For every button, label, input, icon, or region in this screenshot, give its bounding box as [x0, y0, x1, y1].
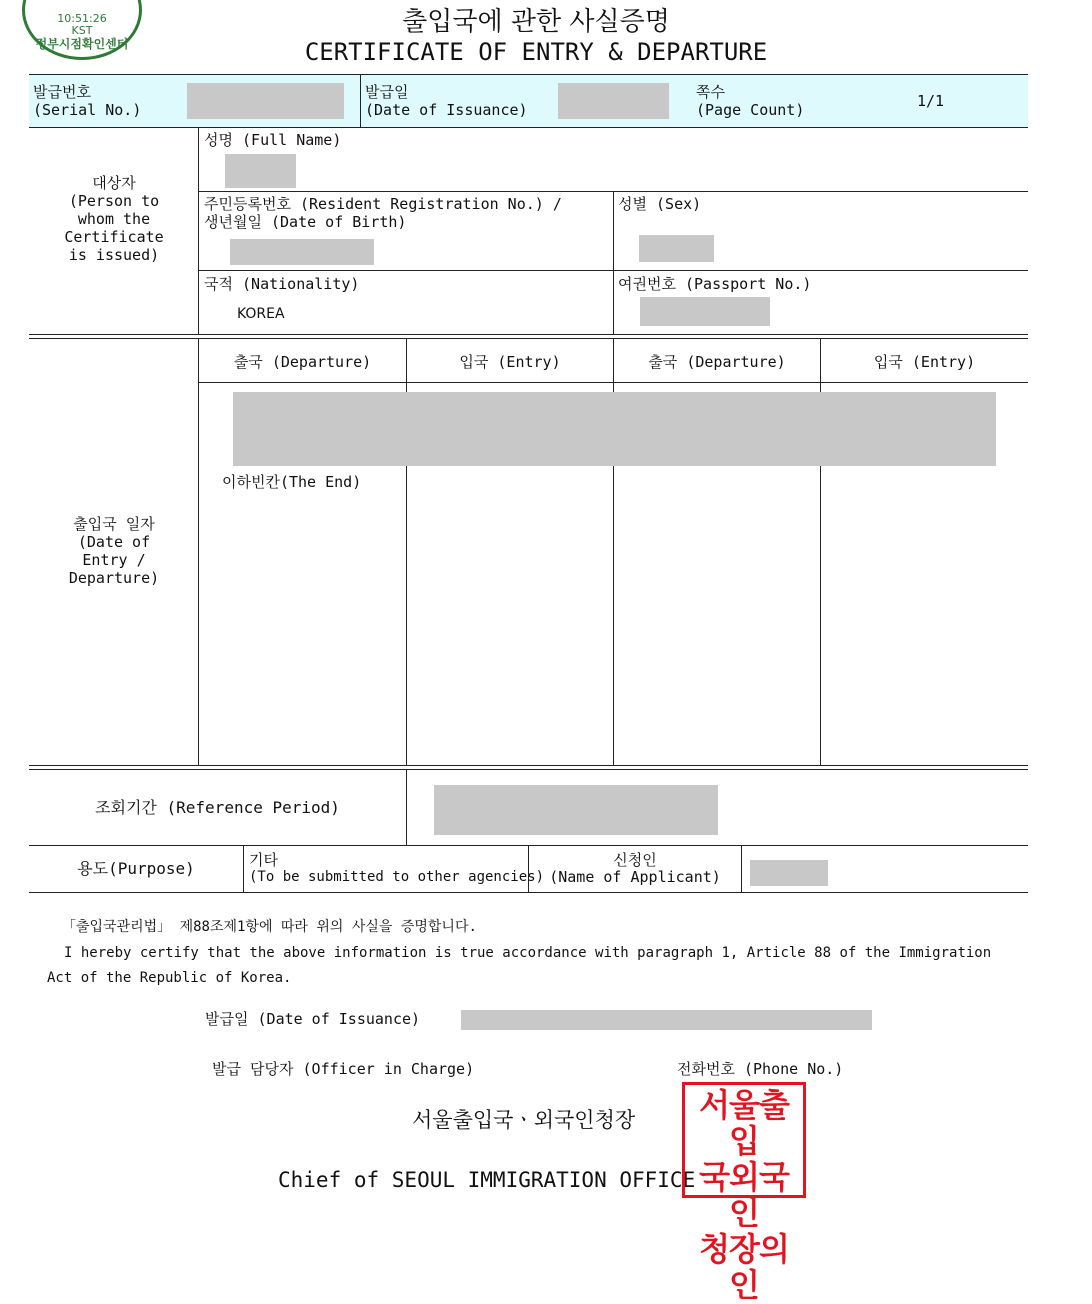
office-name-english: Chief of SEOUL IMMIGRATION OFFICE: [278, 1168, 696, 1192]
serial-label-ko: 발급번호: [33, 83, 91, 101]
person-section-label: [56, 174, 172, 264]
rule: [29, 74, 1028, 75]
divider: [406, 770, 407, 845]
reference-period-label: 조회기간 (Reference Period): [95, 798, 340, 817]
page-count-label-en: (Page Count): [696, 101, 805, 119]
title-english: CERTIFICATE OF ENTRY & DEPARTURE: [304, 38, 768, 66]
applicant-label-ko: 신청인: [613, 851, 657, 869]
phone-label: 전화번호 (Phone No.): [677, 1060, 844, 1078]
officer-label: 발급 담당자 (Officer in Charge): [212, 1060, 475, 1078]
applicant-redacted: [750, 860, 828, 886]
column-departure-2: 출국 (Departure): [648, 353, 786, 371]
name-label: 성명 (Full Name): [204, 131, 342, 149]
rule: [198, 382, 1028, 383]
nationality-label: 국적 (Nationality): [204, 275, 360, 293]
sex-label: 성별 (Sex): [618, 195, 702, 213]
end-note: 이하빈칸(The End): [222, 473, 362, 491]
passport-label: 여권번호 (Passport No.): [618, 275, 812, 293]
official-seal: [682, 1082, 806, 1304]
serial-redacted: [187, 83, 344, 119]
office-name-korean: 서울출입국ㆍ외국인청장: [412, 1108, 636, 1132]
rule: [29, 334, 1028, 335]
nationality-value: KOREA: [237, 306, 285, 322]
person-section-ko: 대상자: [92, 174, 136, 192]
rule: [29, 127, 1028, 128]
page-count-value: 1/1: [917, 92, 945, 110]
column-entry-1: 입국 (Entry): [459, 353, 561, 371]
sex-redacted: [639, 235, 714, 262]
divider: [243, 845, 244, 892]
name-redacted: [225, 154, 296, 188]
footer-issuance-label: 발급일 (Date of Issuance): [205, 1010, 421, 1028]
divider: [198, 127, 199, 334]
issuance-label-ko: 발급일: [365, 83, 409, 101]
rrn-redacted: [230, 239, 374, 265]
rule: [29, 765, 1028, 766]
statement-korean: 「출입국관리법」 제88조제1항에 따라 위의 사실을 증명합니다.: [62, 919, 477, 935]
passport-redacted: [640, 297, 770, 326]
title-korean: 출입국에 관한 사실증명: [402, 7, 670, 37]
rule: [29, 769, 1028, 770]
entry-section-ko: 출입국 일자: [73, 515, 155, 533]
stamp-zone: KST: [71, 24, 93, 37]
entry-section-en: (Date of Entry / Departure): [68, 533, 160, 587]
entry-records-redacted: [233, 392, 996, 466]
divider: [741, 845, 742, 892]
statement-english-line2: Act of the Republic of Korea.: [47, 970, 292, 986]
divider: [613, 191, 614, 334]
stamp-time: 10:51:26: [57, 12, 107, 25]
footer-issuance-redacted: [461, 1010, 872, 1030]
rrn-label-line1: 주민등록번호 (Resident Registration No.) /: [204, 195, 562, 213]
rule: [29, 892, 1028, 893]
serial-label-en: (Serial No.): [33, 101, 142, 119]
rrn-label-line2: 생년월일 (Date of Birth): [204, 213, 407, 231]
statement-english-line1: I hereby certify that the above information is true accordance with paragraph 1, Article 88 of the Immigration: [64, 945, 992, 961]
entry-section-label: [54, 515, 174, 587]
column-entry-2: 입국 (Entry): [873, 353, 976, 371]
purpose-value-en: (To be submitted to other agencies): [249, 869, 545, 885]
header-row-background: [29, 75, 1028, 127]
purpose-value-ko: 기타: [249, 851, 278, 869]
seal-line1: 서울출입: [699, 1086, 789, 1160]
rule: [29, 338, 1028, 339]
column-departure-1: 출국 (Departure): [233, 353, 372, 371]
issuance-label-en: (Date of Issuance): [365, 101, 528, 119]
page-count-label-ko: 쪽수: [696, 83, 725, 101]
issuance-redacted: [558, 83, 669, 119]
reference-period-redacted: [434, 785, 718, 835]
purpose-label: 용도(Purpose): [77, 859, 195, 878]
applicant-label-en: (Name of Applicant): [549, 868, 721, 886]
divider: [198, 339, 199, 765]
person-section-en: (Person to whom the Certificate is issued): [64, 192, 164, 264]
stamp-center: 정부시점확인센터: [35, 37, 129, 51]
seal-line3: 청장의인: [699, 1230, 789, 1304]
seal-line2: 국외국인: [699, 1158, 789, 1232]
divider: [360, 75, 361, 127]
